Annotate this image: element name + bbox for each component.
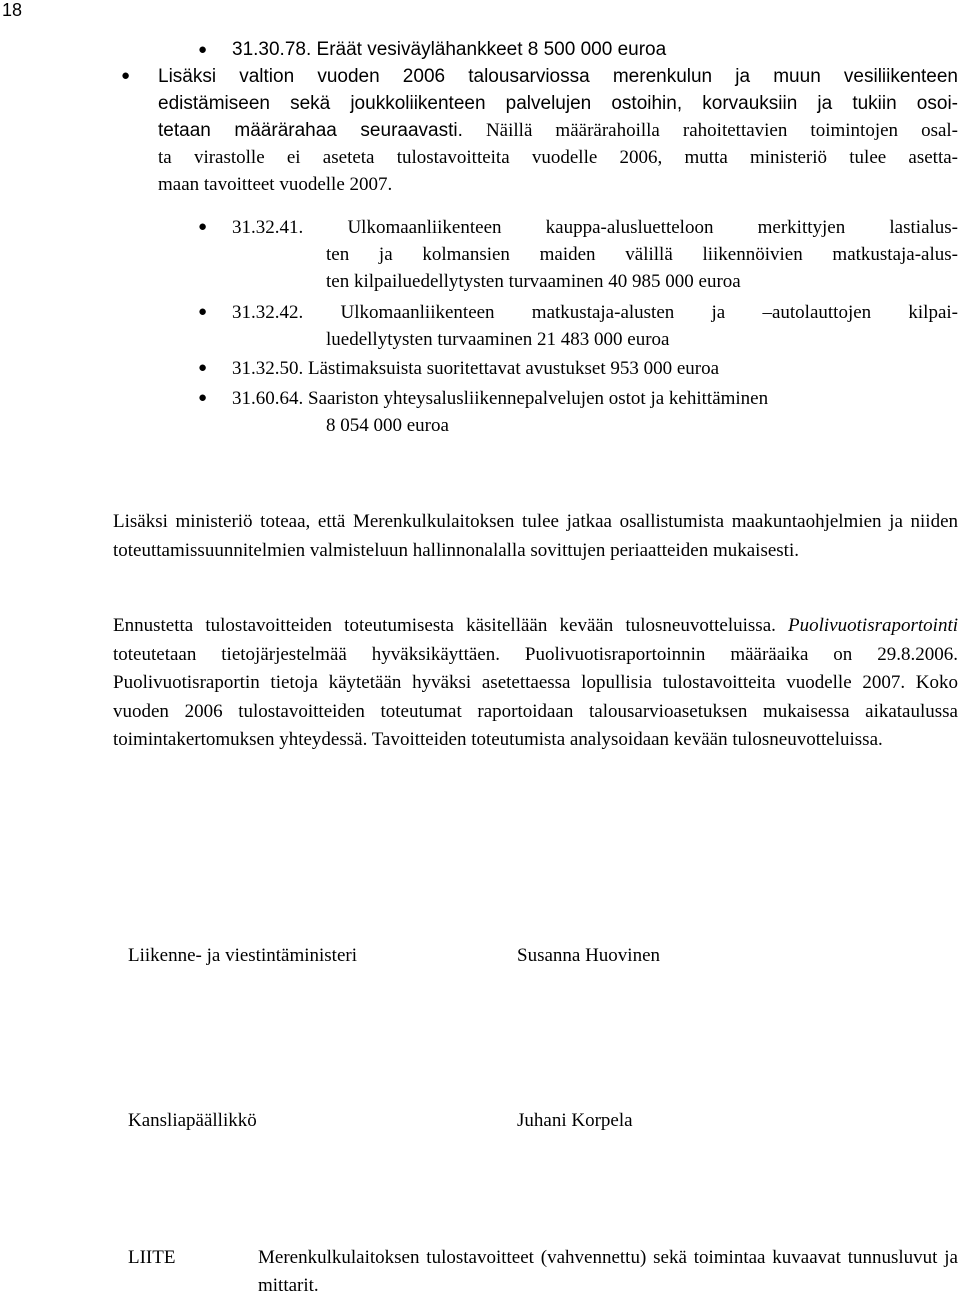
budget-item-code: 31.30.78. [232,39,312,60]
budget-item-text: Ulkomaanliikenteen kauppa-alusluetteloon merkittyjen lastialus- [347,217,959,238]
budget-item-text: Eräät vesiväylähankkeet 8 500 000 euroa [316,39,667,60]
budget-item-text: Saariston yhteysalusliikennepalvelujen ostot ja kehittäminen [308,388,769,409]
note-line-5: maan tavoitteet vuodelle 2007. [158,174,393,195]
appendix-label: LIITE [128,1247,176,1268]
paragraph-reporting [113,612,958,755]
paragraph-reporting-italic: Puolivuotisraportointi [788,615,958,636]
budget-item-31-60-64-line-2: 8 054 000 euroa [326,415,449,436]
budget-item-31-32-42 [232,299,958,326]
budget-item-code: 31.60.64. [232,388,304,409]
budget-item-text: Ulkomaanliikenteen matkustaja-alusten ja –autolauttojen kilpai- [340,302,959,323]
bullet-icon: ● [198,219,208,235]
signature-name: Susanna Huovinen [517,945,661,966]
bullet-icon: ● [198,390,208,406]
budget-item-31-32-41-line-2: ten ja kolmansien maiden välillä liikennöivien matkustaja-alus- [326,244,958,265]
note-line-4: ta virastolle ei aseteta tulostavoitteita vuodelle 2006, mutta ministeriö tulee asetta- [158,147,958,168]
budget-item-31-32-41 [232,214,958,241]
note-line-1: Lisäksi valtion vuoden 2006 talousarviossa merenkulun ja muun vesiliikenteen [158,66,958,87]
budget-item-code: 31.32.50. [232,358,304,379]
note-line-3-start: tetaan määrärahaa seuraavasti. [158,120,463,141]
paragraph-ministry-notes: Lisäksi ministeriö toteaa, että Merenkulkulaitoksen tulee jatkaa osallistumista maakuntaohjelmien ja niiden toteuttamissuunnitelmien valmisteluun hallinnonalalla sovittujen periaatteiden mukaisesti. [113,511,958,561]
bullet-icon: ● [198,304,208,320]
budget-item-31-60-64 [232,385,768,412]
paragraph-reporting-start: Ennustetta tulostavoitteiden toteutumisesta käsitellään kevään tulosneuvotteluissa. [113,615,776,636]
budget-item-code: 31.32.41. [232,217,304,238]
bullet-icon: ● [121,68,131,84]
budget-item-text: Lästimaksuista suoritettavat avustukset 953 000 euroa [308,358,720,379]
budget-item-31-30-78 [232,36,666,63]
budget-item-code: 31.32.42. [232,302,304,323]
page-number: 18 [2,0,23,20]
budget-item-31-32-41-line-3: ten kilpailuedellytysten turvaaminen 40 985 000 euroa [326,271,741,292]
bullet-icon: ● [198,360,208,376]
note-line-2: edistämiseen sekä joukkoliikenteen palvelujen ostoihin, korvauksiin ja tukiin osoi- [158,93,958,114]
signature-role: Liikenne- ja viestintäministeri [128,945,357,966]
note-line-3 [158,117,958,144]
appendix-text: Merenkulkulaitoksen tulostavoitteet (vahvennettu) sekä toimintaa kuvaavat tunnusluvut ja mittarit. [258,1244,958,1300]
note-line-3-end: Näillä määrärahoilla rahoitettavien toimintojen osal- [485,120,959,141]
paragraph-reporting-end: toteutetaan tietojärjestelmää hyväksikäyttäen. Puolivuotisraportoinnin määräaika on 29.8.2006. Puolivuotisraportin tietoja käytetään hyväksi asetettaessa lopullisia tulostavoitteita vuodelle 2007. Koko vuoden 2006 tulostavoitteiden toteutumat raportoidaan talousarvioasetuksen mukaisessa aikataulussa toimintakertomuksen yhteydessä. Tavoitteiden toteutumista analysoidaan kevään tulosneuvotteluissa. [113,643,958,750]
budget-item-31-32-50 [232,355,719,382]
bullet-icon: ● [198,42,208,58]
signature-name: Juhani Korpela [517,1110,633,1131]
signature-role: Kansliapäällikkö [128,1110,257,1131]
budget-item-31-32-42-line-2: luedellytysten turvaaminen 21 483 000 euroa [326,329,670,350]
